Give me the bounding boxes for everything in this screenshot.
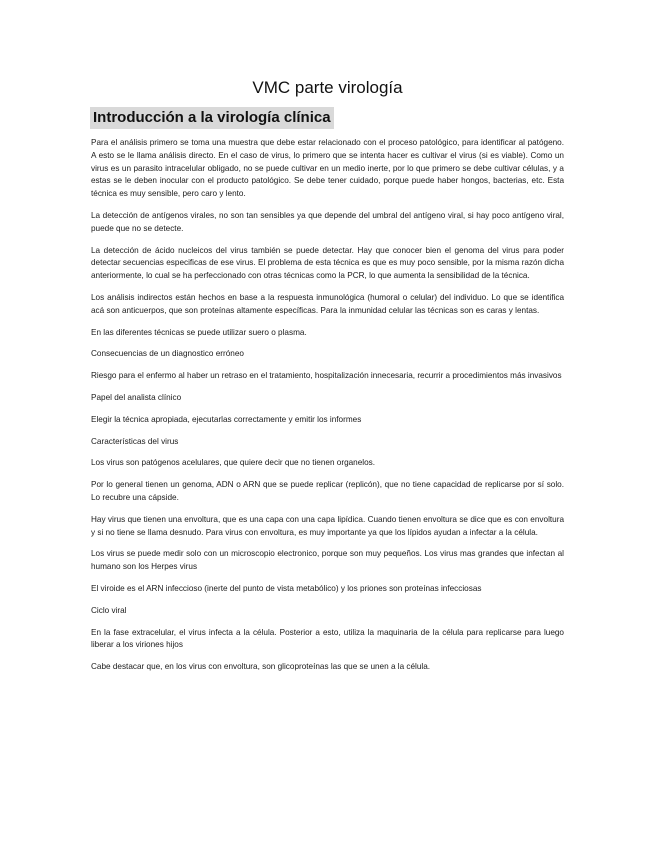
paragraph-suero-plasma: En las diferentes técnicas se puede utilizar suero o plasma. [91, 327, 307, 337]
paragraph-glicoproteinas: Cabe destacar que, en los virus con envoltura, son glicoproteínas las que se unen a la célula. [91, 662, 431, 672]
paragraph-antigenos: La detección de antígenos virales, no son tan sensibles ya que depende del umbral del antígeno viral, si hay poco antígeno viral, puede que no se detecte. [91, 210, 564, 233]
paragraph-riesgo: Riesgo para el enfermo al haber un retraso en el tratamiento, hospitalización innecesaria, recurrir a procedimientos más invasivos [91, 371, 562, 381]
paragraph-envoltura: Hay virus que tienen una envoltura, que es una capa con una capa lipídica. Cuando tienen envoltura se dice que es con envoltura y si no tiene se llama desnudo. Para virus con envoltura, es muy importante ya que los lípidos ayudan a infectar a la célula. [91, 514, 564, 537]
document-body [91, 137, 564, 683]
paragraph-analisis-indirectos: Los análisis indirectos están hechos en base a la respuesta inmunológica (humoral o celular) del individuo. Lo que se identifica acá son anticuerpos, que son proteínas altamente específicas. Para la inmunidad celular las técnicas son es caras y lentas. [91, 292, 564, 315]
subheading-consecuencias: Consecuencias de un diagnostico erróneo [91, 349, 244, 359]
paragraph-acidos-nucleicos: La detección de ácido nucleicos del virus también se puede detectar. Hay que conocer bien el genoma del virus para poder detectar secuencias especificas de ese virus. El problema de esta técnica es que es muy poco sensible, por la misma razón dicha anteriormente, lo cual se ha perfeccionado con otras técnicas como la PCR, lo que aumenta la sensibilidad de la técnica. [91, 245, 564, 281]
subheading-ciclo-viral: Ciclo viral [91, 605, 127, 615]
section-heading: Introducción a la virología clínica [90, 107, 334, 129]
subheading-caracteristicas: Características del virus [91, 436, 179, 446]
subheading-papel-analista: Papel del analista clínico [91, 392, 182, 402]
paragraph-viroide: El viroide es el ARN infeccioso (inerte del punto de vista metabólico) y los priones son proteínas infecciosas [91, 583, 482, 593]
paragraph-elegir-tecnica: Elegir la técnica apropiada, ejecutarlas correctamente y emitir los informes [91, 414, 362, 424]
paragraph-analisis-directo: Para el análisis primero se toma una muestra que debe estar relacionado con el proceso patológico, para identificar al patógeno. A esto se le llama análisis directo. En el caso de virus, lo primero que se intenta hacer es cultivar el virus (si es viable). Como un virus es un parasito intracelular obligado, no se puede cultivar en un medio inerte, por lo que primero se debe cultivar células, y a estas se le deben inocular con el producto patológico. Se debe tener cuidado, porque puede haber hongos, bacterias, etc. Esta técnica es muy sensible, pero caro y lento. [91, 138, 564, 199]
paragraph-fase-extracelular: En la fase extracelular, el virus infecta a la célula. Posterior a esto, utiliza la maquinaria de la célula para replicarse para luego liberar a los viriones hijos [91, 627, 564, 650]
paragraph-genoma: Por lo general tienen un genoma, ADN o ARN que se puede replicar (replicón), que no tiene capacidad de replicarse por sí solo. Lo recubre una cápside. [91, 480, 564, 502]
paragraph-microscopio: Los virus se puede medir solo con un microscopio electronico, porque son muy pequeños. Los virus mas grandes que infectan al humano son los Herpes virus [91, 549, 564, 572]
document-title: VMC parte virología [252, 78, 403, 97]
paragraph-acelulares: Los virus son patógenos acelulares, que quiere decir que no tienen organelos. [91, 458, 376, 468]
